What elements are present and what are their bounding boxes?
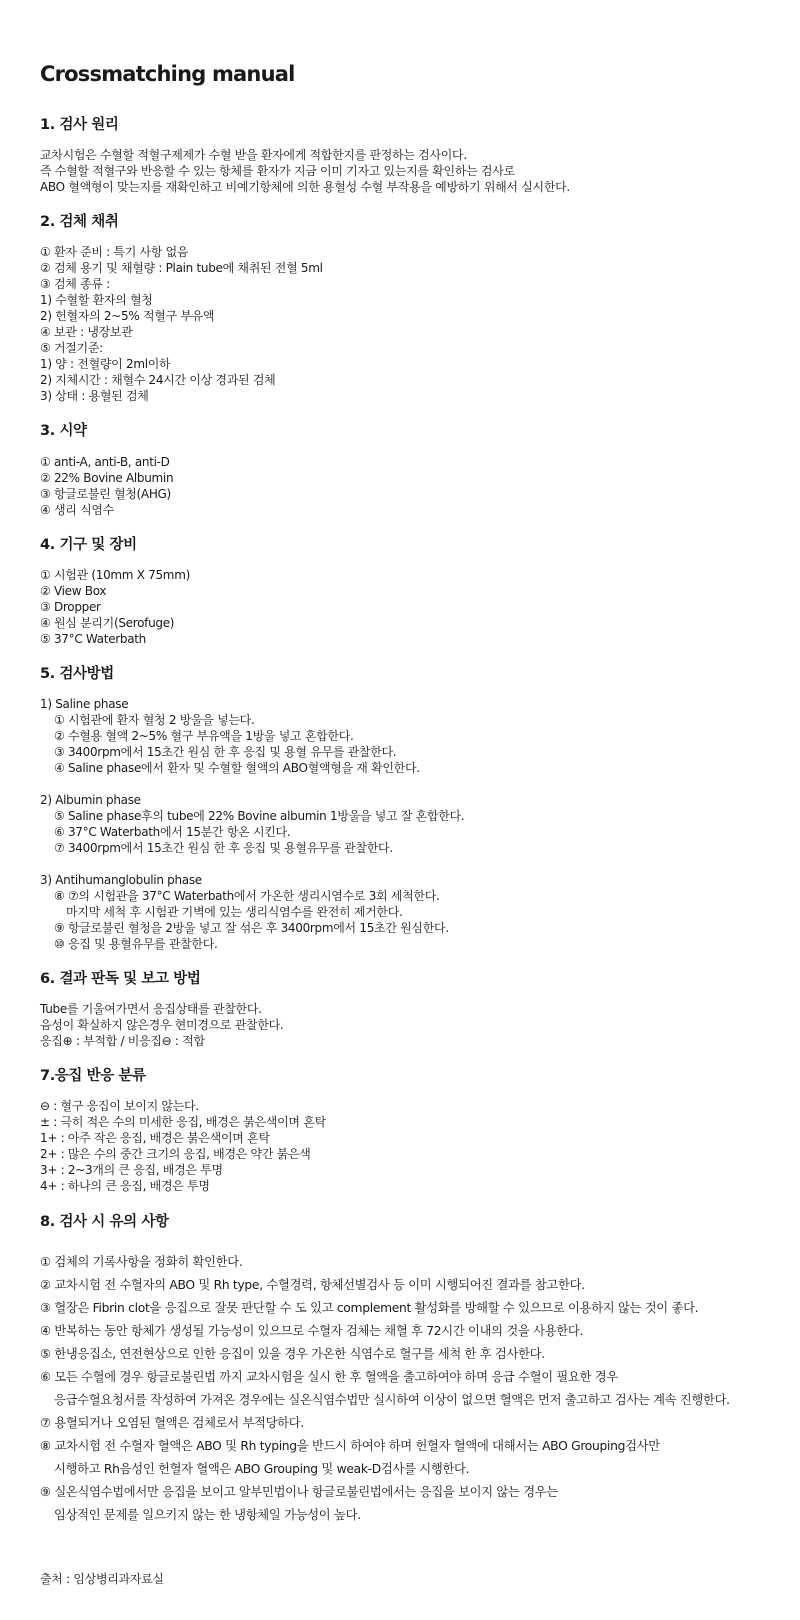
section-5-step: ⑩ 응집 및 용혈유무를 관찰한다. (54, 937, 218, 951)
section-7-heading: 7.응집 반응 분류 (40, 1068, 146, 1084)
section-8-line: ④ 반복하는 동안 항체가 생성될 가능성이 있으므로 수혈자 검체는 채혈 후 72시간 이내의 것을 사용한다. (40, 1324, 584, 1338)
source-credit: 출처 : 임상병리과자료실 (40, 1572, 164, 1586)
section-4-line: ① 시험관 (10mm X 75mm) (40, 568, 190, 582)
section-2-line: 2) 헌혈자의 2~5% 적혈구 부유액 (40, 309, 215, 323)
section-2-line: ② 검체 용기 및 채혈량 : Plain tube에 채취된 전혈 5ml (40, 261, 323, 275)
section-5-step: 마지막 세척 후 시험관 기벽에 있는 생리식염수를 완전히 제거한다. (66, 905, 403, 919)
section-6-line: 음성이 확실하지 않은경우 현미경으로 관찰한다. (40, 1018, 284, 1032)
section-8-heading: 8. 검사 시 유의 사항 (40, 1214, 169, 1230)
section-7-line: ⊖ : 혈구 응집이 보이지 않는다. (40, 1099, 199, 1113)
section-7-line: 2+ : 많은 수의 중간 크기의 응집, 배경은 약간 붉은색 (40, 1147, 311, 1161)
section-8-line: ③ 혈장은 Fibrin clot을 응집으로 잘못 판단할 수 도 있고 complement 활성화를 방해할 수 있으므로 이용하지 않는 것이 좋다. (40, 1301, 699, 1315)
section-5-phase-label: 2) Albumin phase (40, 793, 141, 807)
section-8-line: ① 검체의 기록사항을 정화히 확인한다. (40, 1255, 243, 1269)
section-8-line: ② 교차시험 전 수혈자의 ABO 및 Rh type, 수혈경력, 항체선별검사 등 이미 시행되어진 결과를 참고한다. (40, 1278, 585, 1292)
section-1-line: 교차시험은 수혈할 적혈구제제가 수혈 받을 환자에게 적합한지를 판정하는 검사이다. (40, 148, 467, 162)
section-1-line: 즉 수혈할 적혈구와 반응할 수 있는 항체를 환자가 지금 이미 기자고 있는지를 확인하는 검사로 (40, 164, 515, 178)
section-8-line: 시행하고 Rh음성인 헌혈자 혈액은 ABO Grouping 및 weak-D검사를 시행한다. (54, 1462, 470, 1476)
section-8-line: ⑥ 모든 수혈에 경우 항글로불린법 까지 교차시험을 실시 한 후 혈액을 출고하여야 하며 응급 수혈이 필요한 경우 (40, 1370, 618, 1384)
section-2-line: ① 환자 준비 : 특기 사항 없음 (40, 245, 189, 259)
section-3-line: ③ 항글로불린 혈청(AHG) (40, 487, 171, 501)
section-7-line: 4+ : 하나의 큰 응집, 배경은 투명 (40, 1179, 210, 1193)
section-8-line: 임상적인 문제를 일으키지 않는 한 냉항체일 가능성이 높다. (54, 1508, 361, 1522)
section-2-line: 3) 상태 : 용혈된 검체 (40, 389, 149, 403)
section-5-heading: 5. 검사방법 (40, 666, 114, 682)
section-4-heading: 4. 기구 및 장비 (40, 537, 137, 553)
section-6-line: Tube를 기울여가면서 응집상태를 관찰한다. (40, 1002, 262, 1016)
page-title: Crossmatching manual (40, 62, 295, 86)
section-2-line: 2) 지체시간 : 채혈수 24시간 이상 경과된 검체 (40, 373, 276, 387)
section-5-step: ① 시험관에 환자 혈청 2 방울을 넣는다. (54, 713, 255, 727)
section-2-line: ⑤ 거절기준: (40, 341, 103, 355)
section-3-line: ① anti-A, anti-B, anti-D (40, 455, 170, 469)
section-6-line: 응집⊕ : 부적합 / 비응집⊖ : 적합 (40, 1034, 205, 1048)
section-7-line: ± : 극히 적은 수의 미세한 응집, 배경은 붉은색이며 혼탁 (40, 1115, 326, 1129)
section-8-line: ⑦ 용혈되거나 오염된 혈액은 검체로서 부적당하다. (40, 1416, 304, 1430)
section-1-line: ABO 혈액형이 맞는지를 재확인하고 비예기항체에 의한 용혈성 수혈 부작용을 예방하기 위해서 실시한다. (40, 180, 570, 194)
section-7-line: 1+ : 아주 작은 응집, 배경은 붉은색이며 혼탁 (40, 1131, 270, 1145)
section-6-heading: 6. 결과 판독 및 보고 방법 (40, 971, 201, 987)
section-2-line: 1) 양 : 전혈량이 2ml이하 (40, 357, 171, 371)
section-5-step: ⑦ 3400rpm에서 15초간 원심 한 후 응집 및 용혈유무를 관찰한다. (54, 841, 393, 855)
section-3-heading: 3. 시약 (40, 423, 87, 439)
section-4-line: ⑤ 37°C Waterbath (40, 632, 146, 646)
section-5-step: ④ Saline phase에서 환자 및 수혈할 혈액의 ABO혈액형을 재 확인한다. (54, 761, 420, 775)
section-5-step: ⑥ 37°C Waterbath에서 15분간 항온 시킨다. (54, 825, 291, 839)
section-2-line: ③ 검체 종류 : (40, 277, 110, 291)
section-5-step: ③ 3400rpm에서 15초간 원심 한 후 응집 및 용혈 유무를 관찰한다. (54, 745, 397, 759)
section-5-step: ② 수혈용 혈액 2~5% 혈구 부유액을 1방울 넣고 혼합한다. (54, 729, 354, 743)
section-4-line: ③ Dropper (40, 600, 101, 614)
section-2-line: ④ 보관 : 냉장보관 (40, 325, 133, 339)
section-2-heading: 2. 검체 채취 (40, 214, 119, 230)
section-8-line: ⑧ 교차시험 전 수혈자 혈액은 ABO 및 Rh typing을 반드시 하여야 하며 헌혈자 혈액에 대해서는 ABO Grouping검사만 (40, 1439, 660, 1453)
section-2-line: 1) 수혈할 환자의 혈청 (40, 293, 153, 307)
section-5-step: ⑤ Saline phase후의 tube에 22% Bovine albumin 1방울을 넣고 잘 혼합한다. (54, 809, 465, 823)
section-5-phase-label: 1) Saline phase (40, 697, 129, 711)
section-8-line: 응급수혈요청서를 작성하여 가져온 경우에는 실온식염수법만 실시하여 이상이 없으면 혈액은 먼저 출고하고 검사는 계속 진행한다. (54, 1393, 730, 1407)
section-4-line: ② View Box (40, 584, 107, 598)
section-5-phase-label: 3) Antihumanglobulin phase (40, 873, 202, 887)
section-5-step: ⑧ ⑦의 시험관을 37°C Waterbath에서 가온한 생리시염수로 3회 세척한다. (54, 889, 440, 903)
section-1-heading: 1. 검사 원리 (40, 117, 119, 133)
section-3-line: ④ 생리 식염수 (40, 503, 114, 517)
section-7-line: 3+ : 2~3개의 큰 응집, 배경은 투명 (40, 1163, 223, 1177)
section-8-line: ⑨ 실온식염수법에서만 응집을 보이고 알부민법이나 항글로불린법에서는 응집을 보이지 않는 경우는 (40, 1485, 558, 1499)
section-4-line: ④ 원심 분리기(Serofuge) (40, 616, 175, 630)
section-5-step: ⑨ 항글로불린 혈청을 2방울 넣고 잘 섞은 후 3400rpm에서 15초간 원심한다. (54, 921, 449, 935)
section-3-line: ② 22% Bovine Albumin (40, 471, 174, 485)
section-8-line: ⑤ 한냉응집소, 연전현상으로 인한 응집이 있을 경우 가온한 식염수로 혈구를 세척 한 후 검사한다. (40, 1347, 545, 1361)
